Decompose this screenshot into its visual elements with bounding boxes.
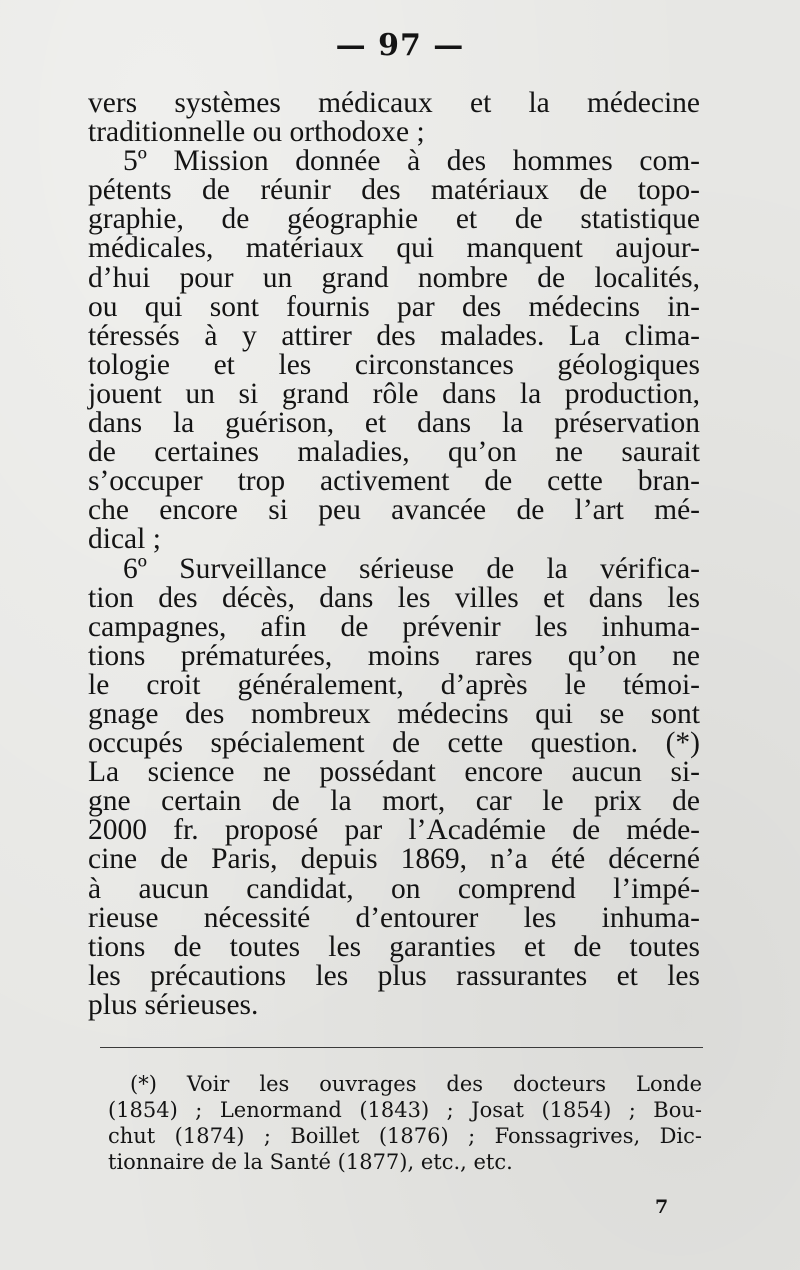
text-line: d’hui pour un grand nombre de localités, bbox=[88, 261, 700, 294]
text-line: vers systèmes médicaux et la médecine bbox=[88, 87, 700, 119]
footnote-line: (*) Voir les ouvrages des docteurs Londe bbox=[130, 1072, 702, 1096]
footnote-line: (1854) ; Lenormand (1843) ; Josat (1854) ; Bou- bbox=[108, 1098, 702, 1122]
text-line: tions de toutes les garanties et de toutes bbox=[88, 930, 700, 963]
text-line: pétents de réunir des matériaux de topo- bbox=[88, 174, 700, 207]
text-line: dical ; bbox=[88, 523, 161, 556]
text-line: dans la guérison, et dans la préservation bbox=[88, 407, 700, 440]
footnote bbox=[108, 1071, 702, 1175]
footnote-line: tionnaire de la Santé (1877), etc., etc. bbox=[108, 1150, 513, 1174]
text-line: à aucun candidat, on comprend l’impé- bbox=[88, 872, 700, 905]
signature-mark: 7 bbox=[655, 1196, 669, 1218]
main-text bbox=[88, 89, 700, 1020]
text-line: gne certain de la mort, car le prix de bbox=[88, 785, 700, 818]
text-line: tions prématurées, moins rares qu’on ne bbox=[88, 639, 700, 672]
text-line: La science ne possédant encore aucun si- bbox=[88, 756, 700, 789]
text-line: rieuse nécessité d’entourer les inhuma- bbox=[88, 901, 700, 934]
text-line: ou qui sont fournis par des médecins in- bbox=[88, 290, 700, 323]
text-line: 5º Mission donnée à des hommes com- bbox=[123, 145, 700, 178]
text-line: graphie, de géographie et de statistique bbox=[88, 203, 700, 236]
text-line: gnage des nombreux médecins qui se sont bbox=[88, 697, 700, 730]
text-line: campagnes, afin de prévenir les inhuma- bbox=[88, 610, 700, 643]
page-number: — 97 — bbox=[335, 28, 465, 63]
text-line: les précautions les plus rassurantes et les bbox=[88, 959, 700, 992]
text-line: s’occuper trop activement de cette bran- bbox=[88, 465, 700, 498]
text-line: médicales, matériaux qui manquent aujour- bbox=[88, 232, 700, 265]
text-line: traditionnelle ou orthodoxe ; bbox=[88, 116, 425, 149]
footnote-line: chut (1874) ; Boillet (1876) ; Fonssagrives, Dic- bbox=[108, 1124, 702, 1148]
text-line: tologie et les circonstances géologiques bbox=[88, 348, 700, 381]
text-line: che encore si peu avancée de l’art mé- bbox=[88, 494, 700, 527]
text-line: 6º Surveillance sérieuse de la vérifica- bbox=[123, 552, 700, 585]
text-line: plus sérieuses. bbox=[88, 988, 259, 1021]
text-line: le croit généralement, d’après le témoi- bbox=[88, 668, 700, 701]
text-line: cine de Paris, depuis 1869, n’a été décerné bbox=[88, 843, 700, 876]
text-line: occupés spécialement de cette question. (*) bbox=[88, 727, 700, 760]
text-line: de certaines maladies, qu’on ne saurait bbox=[88, 436, 700, 469]
text-line: 2000 fr. proposé par l’Académie de méde- bbox=[88, 814, 700, 847]
text-line: jouent un si grand rôle dans la production, bbox=[88, 377, 700, 410]
text-line: tion des décès, dans les villes et dans les bbox=[88, 581, 700, 614]
text-line: téressés à y attirer des malades. La clima- bbox=[88, 319, 700, 352]
footnote-divider bbox=[100, 1047, 703, 1048]
